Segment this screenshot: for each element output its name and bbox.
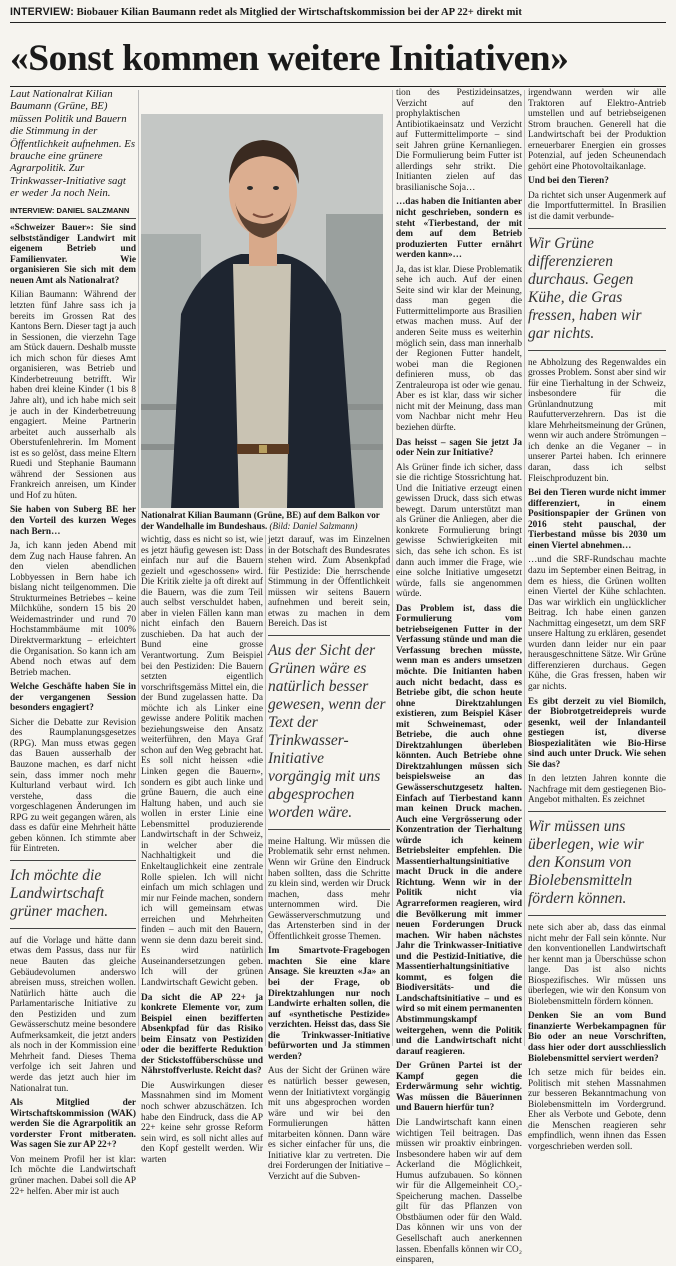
question: Der Grünen Partei ist der Kampf gegen die Erderwärmung sehr wichtig. Was müssen die Bäuerinnen und Bauern hierfür tun? xyxy=(396,1061,522,1114)
column-4 xyxy=(396,88,523,1266)
answer: Die Landwirtschaft kann einen wichtigen Teil beitragen. Das müssen wir proaktiv einbringen. Insbesondere haben wir auf dem Ackerland die Möglichkeit, Humus aufzubauen. So können wir für die Allgemeinheit CO₂-Speicherung machen. Dasselbe gilt für das Pflanzen von Obstbäumen oder für den Wald. Das können wir uns von der Gesellschaft auch anerkennen lassen. Ebenfalls können wir CO₂ einsparen, xyxy=(396,1117,522,1266)
answer: jetzt darauf, was im Einzelnen in der Botschaft des Bundesrates stehen wird. Zum Absenkpfad für Pestizide: Die herrschende Stimmung in der Öffentlichkeit müssen wir seitens Bauern aufnehmen und bereit sein, etwas zu machen in dem Bereich. Das ist xyxy=(268,535,390,630)
column-divider xyxy=(524,90,525,1046)
answer: …und die SRF-Rundschau machte dazu im September einen Beitrag, in dem es hiess, die Grünen wollten einen Viertel der Kühe schlachten. Das war wirklich ein unglücklicher Beitrag. Ich habe einen ganzen Nachmittag eingesetzt, um dem SRF unsere Haltung zu erklären, gesendet wurden dann leider nur ein paar herausgeschnittene Sätze. Wir Grüne differenzieren durchaus. Gegen Kühe, die Gras fressen, haben wir gar nichts. xyxy=(528,555,666,692)
photo-caption xyxy=(141,510,383,531)
column-divider xyxy=(392,90,393,1046)
pull-quote: Aus der Sicht der Grünen wäre es natürlich besser gewesen, wenn der Text der Trinkwasser-Initiative vorgängig mit uns abgesprochen worden wäre. xyxy=(268,635,390,830)
kicker-label: INTERVIEW: xyxy=(10,6,75,18)
column-divider xyxy=(138,90,139,1046)
answer: nete sich aber ab, dass das einmal nicht mehr der Fall sein könnte. Nur den konventionellen Landwirtschaft her kennt man ja Überschüsse schon lange. Das ist also nichts Biospezifisches. Wir müssen uns überlegen, wie wir den Konsum von Biolebensmitteln fördern können. xyxy=(528,922,666,1007)
question: Da sicht die AP 22+ ja konkrete Elemente vor, zum Beispiel einen bezifferten Absenkpfad für das Risiko beim Einsatz von Pestiziden oder die bezifferte Reduktion der Stickstoffüberschüsse und Nährstoffverluste. Reicht das? xyxy=(141,992,263,1077)
column-divider xyxy=(265,535,266,1046)
byline: INTERVIEW: DANIEL SALZMANN xyxy=(10,206,136,220)
top-rule xyxy=(10,22,666,23)
column-3 xyxy=(268,535,390,1182)
pull-quote: Wir müssen uns überlegen, wie wir den Konsum von Biolebensmitteln fördern können. xyxy=(528,811,666,916)
portrait-photo xyxy=(141,114,383,508)
lead-paragraph: Laut Nationalrat Kilian Baumann (Grüne, BE) müssen Politik und Bauern die Stimmung in der Öffentlichkeit aufnehmen. Es brauche eine grünere Agrarpolitik. Zur Trinkwasser-Initiative sagt er weder Ja noch Nein. xyxy=(10,88,136,200)
answer: tion des Pestizideinsatzes, Verzicht auf den prophylaktischen Antibiotikaeinsatz und Verzicht auf Futtermittelimporte – sind seit Jahren grüne Kernanliegen. Die Formulierung beim Futter ist allerdings sehr strikt. Die Initianten zielen auf das brasilianische Soja… xyxy=(396,88,522,193)
answer: Da richtet sich unser Augenmerk auf die Importfuttermittel. In Brasilien ist die damit verbunde- xyxy=(528,190,666,223)
column-1 xyxy=(10,88,136,1197)
column-5 xyxy=(528,88,666,1152)
answer: meine Haltung. Wir müssen die Problematik sehr ernst nehmen. Wenn wir Grüne den Eindruck haben sollten, dass die Schritte zu klein sind, werden wir Druck machen, dass mehr unternommen wird. Die Gewässerverschmutzung und das Artensterben sind in der Öffentlichkeit grosse Themen. xyxy=(268,836,390,942)
question: Das heisst – sagen Sie jetzt Ja oder Nein zur Initiative? xyxy=(396,437,522,459)
answer: Von meinem Profil her ist klar: Ich möchte die Landwirtschaft grüner machen. Dabei soll die AP 22+ helfen. Aber mir ist auch xyxy=(10,1154,136,1197)
question: Denken Sie an vom Bund finanzierte Werbekampagnen für Bio oder an neue Vorschriften, dass hier oder dort ausschliesslich Biolebensmittel serviert werden? xyxy=(528,1011,666,1064)
answer: Ja, das ist klar. Diese Problematik sehe ich auch. Auf der einen Seite sind wir klar der Meinung, dass man gegen die Futtermittelimporte aus Brasilien etwas machen muss. Auf der anderen Seite muss es weiterhin möglich sein, dass man innerhalb der Regionen Futter handelt, wobei man die Regionen definieren muss, ob das Zentraleuropa ist oder wie genau. Aber es ist klar, dass wir sicher nicht mit der Meinung, dass man vom Nachbar nicht mehr Heu beziehen dürfte. xyxy=(396,264,522,433)
question: «Schweizer Bauer»: Sie sind selbstständiger Landwirt mit eigenem Betrieb und Familienvater. Wie organisieren Sie sich mit dem neuen Amt als Nationalrat? xyxy=(10,223,136,286)
headline: «Sonst kommen weitere Initiativen» xyxy=(10,38,569,79)
question: Im Smartvote-Fragebogen machten Sie eine klare Ansage. Sie kreuzten «Ja» an bei der Frage, ob Direktzahlungen nur noch Landwirte erhalten sollen, die auf «synthetische Pestizide» verzichten. Heisst das, dass Sie die Trinkwasser-Initiative befürworten und Ja stimmen werden? xyxy=(268,946,390,1062)
answer: Kilian Baumann: Während der letzten fünf Jahre sass ich ja bereits im Grossen Rat des Kantons Bern. Dieser tagt ja auch in Sessionen, die vierzehn Tage am Stück dauern. Deshalb musste ich mich schon für dieses Amt organisieren, was Betrieb und Kinderbetreuung betrifft. Wir haben drei kleine Kinder (1 bis 8 Jahre alt), und ich habe mich seit je auch in der Kinderbetreuung engagiert. Meine Partnerin arbeitet auch ausserhalb als Oberstufenlehrerin. Im Moment ist es so gelöst, dass meine Eltern Ruedi und Stephanie Baumann während der Sessionen aus Frankreich anreisen, um Kinder und Hof zu hüten. xyxy=(10,290,136,501)
answer: Ja, ich kann jeden Abend mit dem Zug nach Hause fahren. An den vielen abendlichen Lobbyessen in Bern habe ich bislang nicht teilgenommen. Die Strukturmeines Betriebes – keine Milchkühe, sondern 15 bis 20 Weidemastrinder und rund 70 Hochstammbäume mit 100% Direktvermarktung – erleichtert die Organisation. So kann ich am Abend noch etwas auf dem Betrieb machen. xyxy=(10,541,136,678)
photo-credit: (Bild: Daniel Salzmann) xyxy=(269,520,358,531)
kicker xyxy=(10,6,666,19)
answer: In den letzten Jahren konnte die Nachfrage mit dem gestiegenen Bio-Angebot mithalten. Es zeichnet xyxy=(528,774,666,806)
question: Als Mitglied der Wirtschaftskommission (WAK) werden Sie die Agrarpolitik an vorderster Front mitberaten. Was sagen Sie zur AP 22+? xyxy=(10,1098,136,1151)
question: Und bei den Tieren? xyxy=(528,176,609,187)
answer: Ich setze mich für beides ein. Politisch mit stehen Massnahmen zur besseren Bekanntmachung von Biolebensmitteln im Vordergrund. Eher als Verbote und Gebote, denn die Menschen reagieren sehr empfindlich, wenn ihnen das Essen vorgeschrieben werden soll. xyxy=(528,1068,666,1152)
answer: irgendwann werden wir alle Traktoren auf Elektro-Antrieb umstellen und auf betriebseigenen Strom brauchen. Generell hat die Landwirtschaft bei der Produktion erneuerbarer Energien ein grosses Potenzial, auf jeden Scheunendach gehört eine Photovoltaikanlage. xyxy=(528,88,666,172)
answer: Als Grüner finde ich sicher, dass sie die richtige Stossrichtung hat. Und die Initiative erzeugt einen gewissen Druck, dass sich etwas bewegt. Darum unterstützt man als Grüner die Anliegen, aber die konkrete Formulierung bringt gewisse Schwierigkeiten mit sich, das sehe ich schon. Es ist dann auch immer die Frage, wie eine solche Initiative umgesetzt würde, falls sie angenommen würde. xyxy=(396,462,522,600)
pull-quote: Ich möchte die Landwirtschaft grüner machen. xyxy=(10,860,136,929)
pull-quote: Wir Grüne differenzieren durchaus. Gegen Kühe, die Gras fressen, haben wir gar nichts. xyxy=(528,228,666,351)
portrait-illustration xyxy=(141,114,383,508)
column-2 xyxy=(141,535,263,1165)
kicker-text: Biobauer Kilian Baumann redet als Mitglied der Wirtschaftskommission bei der AP 22+ direkt mit xyxy=(76,7,522,18)
answer: ne Abholzung des Regenwaldes ein grosses Problem. Sonst aber sind wir für eine Tierhaltung in der Schweiz, insbesondere für die Grünlandnutzung mit Raufutterverzehrern. Das ist die klare Mehrheitsmeinung der Grünen, wenn wir auch andere Strömungen – ich denke an die Veganer – in unserer Partei haben. Ich erinnere daran, dass ich selbst Fleischproduzent bin. xyxy=(528,357,666,484)
answer: wichtig, dass es nicht so ist, wie es jetzt häufig gewesen ist: Dass einfach nur auf die Bauern gezielt und «geschossen» wird. Die Kritik zielte ja oft direkt auf die Bauern, was die zum Teil auch selbst verschuldet haben, aber in vielen Fällen kann man nicht einfach den Bauern zuschieben. Da hat auch der Bund eine grosse Verantwortung. Zum Beispiel bei den Pestiziden: Die Bauern setzten eigentlich vorschriftsgemäss Mittel ein, die der Bund zugelassen hatte. Da möchte ich als Linker eine gewisse andere Politik machen beziehungsweise den Ansatz weiterführen, den Maya Graf schon auf den Weg gebracht hat. Es soll nicht heissen «die Linken gegen die Bauern», sondern es gibt auch linke und grüne Bauern, die auch eine Haltung haben, und auch sie wollen in erster Linie eine Lebensmittel produzierende Landwirtschaft in der Schweiz, in welcher aber die Nachhaltigkeit und die Enkeltauglichkeit eine zentrale Rolle spielen. Ich will nicht einfach um mich schlagen und mir nur Feinde machen, sondern ich will gemeinsam etwas erreichen und Mehrheiten finden – auch mit den Bauern, wenn sie denn dazu bereit sind. Es wird natürlich Auseinandersetzungen geben. Ich will der grünen Landwirtschaft Gewicht geben. xyxy=(141,535,263,988)
question: Welche Geschäfte haben Sie in der vergangenen Session besonders engagiert? xyxy=(10,682,136,714)
question: Sie haben von Suberg BE her den Vorteil des kurzen Weges nach Bern… xyxy=(10,505,136,537)
answer: Die Auswirkungen dieser Massnahmen sind im Moment noch schwer abzuschätzen. Ich habe den Eindruck, dass die AP 22+ keine sehr grosse Reform sein wird, es soll nicht alles auf den Kopf gestellt werden. Wir warten xyxy=(141,1080,263,1165)
question: Es gibt derzeit zu viel Biomilch, der Biobrotgetreidepreis wurde gesenkt, weil der Inlandanteil gestiegen ist, diverse Biospezialitäten wie Bio-Hirse sind auch unter Druck. Wie sehen Sie das? xyxy=(528,696,666,770)
caption-text: Nationalrat Kilian Baumann (Grüne, BE) auf dem Balkon vor der Wandelhalle im Bundeshaus. xyxy=(141,510,380,531)
answer: Sicher die Debatte zur Revision des Raumplanungsgesetzes (RPG). Man muss etwas gegen das Bauen ausserhalb der Bauzone machen, es darf nicht sein, dass immer noch mehr Kulturland verbaut wird. Ich verstehe, dass die vorgeschlagenen Änderungen im RPG zu weit gegangen wären, als dass es dafür eine Mehrheit hätte geben können. Ich stimmte aber für Eintreten. xyxy=(10,717,136,855)
question: …das haben die Initianten aber nicht geschrieben, sondern es steht «Tierbestand, der mit dem auf dem Betrieb produzierten Futter ernährt werden kann»… xyxy=(396,197,522,261)
answer: auf die Vorlage und hätte dann etwas dem Passus, dass nur für neue Bauten das gleiche Gebäudevolumen anderswo abreisen muss, streichen wollen. Natürlich hätte auch die Parlamentarische Initiative zu den Pestiziden und zum Gewässerschutz meine besondere Aufmerksamkeit, die jetzt anders als noch in der Kommission eine Mehrheit fand. Dieses Thema verfolge ich seit Jahren und werde das jetzt auch hier im Nationalrat tun. xyxy=(10,935,136,1094)
question: Bei den Tieren wurde nicht immer differenziert, in einem Positionspapier der Grünen von 2016 steht pauschal, der Tierbestand müsse bis 2030 um einen Viertel abnehmen… xyxy=(528,488,666,551)
headline-rule xyxy=(10,86,666,87)
answer: Aus der Sicht der Grünen wäre es natürlich besser gewesen, wenn der Initiativtext vorgängig mit uns abgesprochen worden wäre und wir bei den Formulierungen hätten mitarbeiten können. Dann wäre es sicher einfacher für uns, die Initiative klar zu vertreten. Die drei Forderungen der Initiative – Verzicht auf die Subven- xyxy=(268,1066,390,1182)
answer-bold: Das Problem ist, dass die Formulierung vom betriebseigenen Futter in der Verfassung stünde und man die Verfassung brechen müsste, wenn man es anders umsetzen möchte. Die Initianten haben auch nicht bedacht, dass es Betriebe gibt, die schon heute ohne Direktzahlungen existieren, zum Beispiel Käser mit Schweinemast, oder Betriebe, die auch ohne Direktzahlungen überleben könnten. Auch Betriebe ohne Direktzahlungen müssen sich beispielsweise an das Gewässerschutzgesetz halten. Einfach auf Tierbestand kann man keinen Druck machen. Auch eine Vergrösserung oder Konzentration der Tierhaltung würde ich keinem Betriebsleiter empfehlen. Die Massentierhaltungsinitiative macht Druck in die andere Richtung. Wenn wir in der Politik nicht via Agrarreformen reagieren, wird die Bevölkerung mit immer neuen Forderungen Druck machen. Wir haben nächstes Jahr die Trinkwasser-Initiative und die Pestizid-Initiative, die Massentierhaltungsinitiative kommt, es folgen die Biodiversitäts- und die Landschaftsinitiative – und es wird so mit einem permanenten Abstimmungskampf weitergehen, wenn die Politik und die Landwirtschaft nicht darauf reagieren. xyxy=(396,603,523,1057)
